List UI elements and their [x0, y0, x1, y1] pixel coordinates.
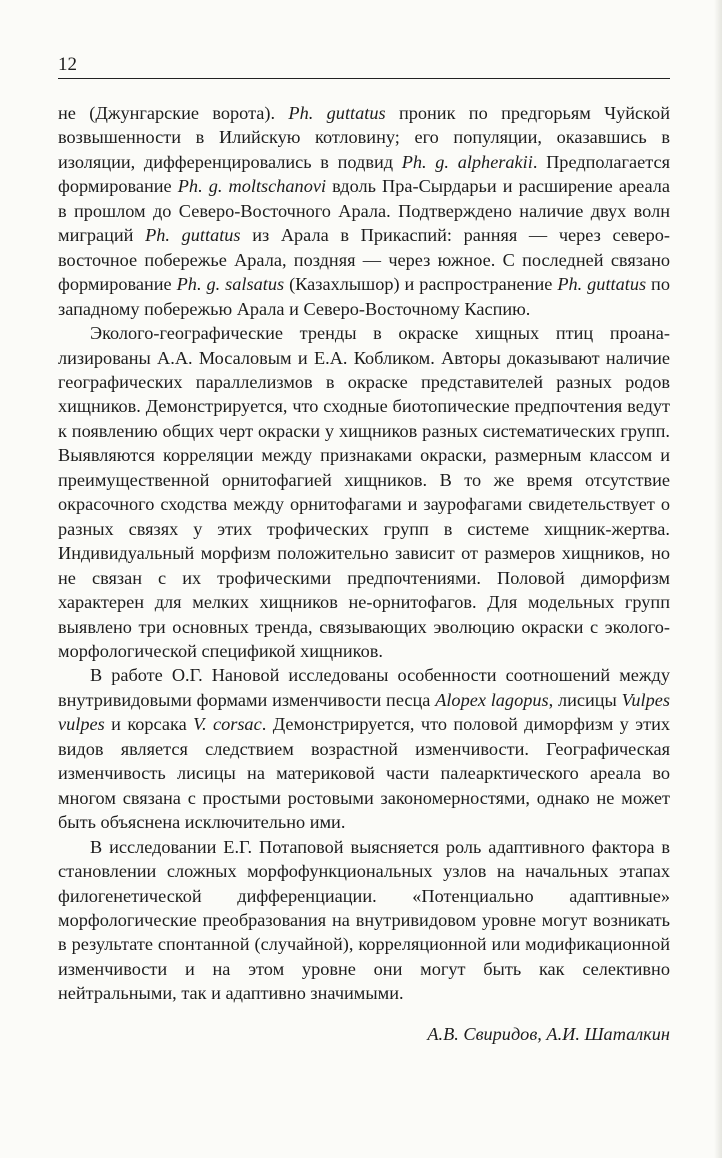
- paragraph-1: [58, 101, 670, 321]
- species-name: Ph. guttatus: [557, 274, 647, 295]
- text-segment: . Демонстрируется, что половой диморфизм у этих видов является следствием возрастной изменчивости. Географическая изменчивость лисицы на материковой части палеарктического ареала во многом связана с простыми ростовыми закономерностями, однако не может быть объяснена исключительно ими.: [58, 714, 670, 833]
- text-segment: (Казахлышор) и распространение: [284, 274, 558, 295]
- document-page: [58, 40, 670, 1045]
- paragraph-4: [58, 835, 670, 1006]
- species-name: Ph. g. alpherakii: [401, 151, 533, 172]
- body-text: [58, 101, 670, 1006]
- species-name: Ph. guttatus: [288, 103, 386, 123]
- text-segment: В исследовании Е.Г. Потаповой выясняется роль адаптивного фактора в становлении сложных морфофункциональных узлов на начальных этапах филогенетической дифференциации. «Потенциально адаптивные» морфологические преобразования на внутривидовом уровне могут возникать в результате спонтанной (случайной), корреляционной или модификационной изменчивости и на этом уровне они могут быть как селективно нейтральными, так и адаптивно значимыми.: [58, 836, 670, 1004]
- page-header: [58, 40, 670, 79]
- text-segment: не (Джунгарские ворота).: [58, 103, 289, 123]
- text-segment: , лисицы: [548, 689, 622, 710]
- paragraph-2: [58, 321, 670, 663]
- text-segment: . Предполагается формирование: [58, 151, 670, 197]
- text-segment: проник по предгорьям Чуйской возвышенности в Илийскую котловину; его популяции, оказавшись в изоляции, дифференцировались в подвид: [58, 103, 670, 172]
- species-name: Vulpes vulpes: [58, 689, 670, 735]
- species-name: Alopex lagopus: [435, 689, 549, 710]
- text-segment: по западному побережью Арала и Северо-Восточному Каспию.: [58, 274, 670, 319]
- text-segment: В работе О.Г. Нановой исследованы особенности соотношений между внутривидовыми формами изменчивости песца: [58, 665, 670, 710]
- text-segment: вдоль Пра-Сырдарьи и расширение ареала в прошлом до Северо-Восточного Арала. Подтверждено наличие двух волн миграций: [58, 176, 670, 246]
- author-signature: А.В. Свиридов, А.И. Шаталкин: [427, 1023, 670, 1044]
- paragraph-3: [58, 663, 670, 834]
- text-segment: из Арала в Прикаспий: ранняя — через северо-восточное побережье Арала, поздняя — через южное. С последней связано формирование: [58, 225, 670, 295]
- text-segment: Эколого-географические тренды в окраске хищных птиц проанализированы А.А. Мосаловым и Е.А. Кобликом. Авторы доказывают наличие географических параллелизмов в окраске представителей разных родов хищников. Демонстрируется, что сходные биотопические предпочтения ведут к появлению общих черт окраски у хищников разных систематических групп. Выявляются корреляции между признаками окраски, размерным классом и преимущественной орнитофагией хищников. В то же время отсутствие окрасочного сходства между орнитофагами и заурофагами свидетельствует о разных связях у этих трофических групп в системе хищник-жертва. Индивидуальный морфизм положительно зависит от размеров хищников, но не связан с их трофическими предпочтениями. Половой диморфизм характерен для мелких хищников не-орнитофагов. Для модельных групп выявлено три основных тренда, связывающих эволюцию окраски с эколого-морфологической спецификой хищников.: [58, 323, 670, 661]
- species-name: Ph. g. salsatus: [176, 274, 285, 295]
- page-number: 12: [58, 54, 77, 75]
- species-name: V. corsac: [193, 714, 262, 735]
- page-edge-shadow: [714, 0, 722, 1158]
- species-name: Ph. guttatus: [145, 225, 241, 246]
- text-segment: и корсака: [104, 714, 194, 735]
- species-name: Ph. g. moltschanovi: [177, 176, 327, 197]
